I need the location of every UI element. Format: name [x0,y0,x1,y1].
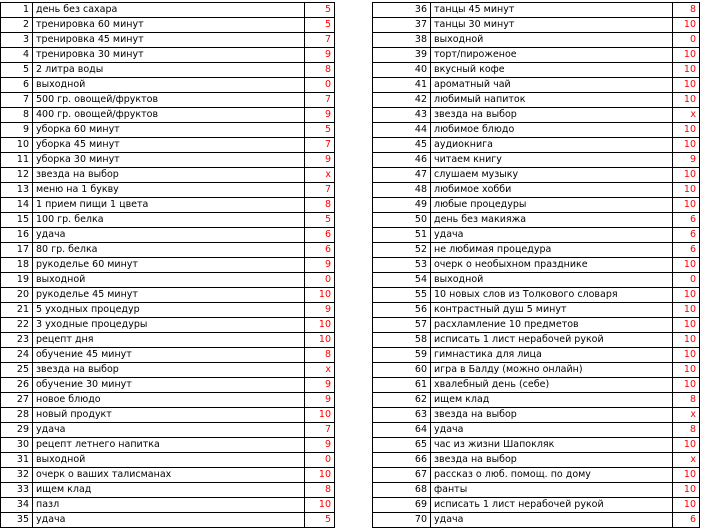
row-number-cell[interactable]: 38 [373,33,431,48]
task-label-cell[interactable]: фанты [431,483,673,498]
task-label-cell[interactable]: ароматный чай [431,78,673,93]
table-row [1,3,335,18]
task-value-cell[interactable]: 10 [673,333,700,348]
task-label-cell[interactable]: рассказ о люб. помощ. по дому [431,468,673,483]
table-row [373,228,700,243]
task-value-cell[interactable]: 5 [305,123,335,138]
task-value-cell[interactable]: 10 [673,93,700,108]
row-number-cell[interactable]: 1 [1,3,33,18]
table-row [373,273,700,288]
table-row [373,213,700,228]
task-label-cell[interactable]: 2 литра воды [33,63,305,78]
task-label-cell[interactable]: игра в Балду (можно онлайн) [431,363,673,378]
task-value-cell[interactable]: х [305,168,335,183]
row-number-cell[interactable]: 55 [373,288,431,303]
table-row [1,33,335,48]
row-number-cell[interactable]: 50 [373,213,431,228]
task-label-cell[interactable]: обучение 30 минут [33,378,305,393]
task-value-cell[interactable]: 9 [305,438,335,453]
task-value-cell[interactable]: 10 [673,138,700,153]
task-value-cell[interactable]: х [305,363,335,378]
row-number-cell[interactable]: 46 [373,153,431,168]
task-value-cell[interactable]: 6 [673,228,700,243]
task-label-cell[interactable]: выходной [33,273,305,288]
task-label-cell[interactable]: любые процедуры [431,198,673,213]
row-number-cell[interactable]: 23 [1,333,33,348]
row-number-cell[interactable]: 52 [373,243,431,258]
table-row [1,318,335,333]
task-value-cell[interactable]: 10 [305,333,335,348]
task-label-cell[interactable]: вкусный кофе [431,63,673,78]
row-number-cell[interactable]: 7 [1,93,33,108]
task-label-cell[interactable]: звезда на выбор [431,408,673,423]
table-row [1,93,335,108]
task-value-cell[interactable]: 10 [673,438,700,453]
task-value-cell[interactable]: 10 [305,498,335,513]
task-value-cell[interactable]: 9 [305,108,335,123]
table-row [1,273,335,288]
task-value-cell[interactable]: 10 [673,318,700,333]
task-value-cell[interactable]: 10 [673,483,700,498]
row-number-cell[interactable]: 67 [373,468,431,483]
task-value-cell[interactable]: 9 [305,153,335,168]
task-label-cell[interactable]: 80 гр. белка [33,243,305,258]
table-row [1,183,335,198]
row-number-cell[interactable]: 60 [373,363,431,378]
task-value-cell[interactable]: 10 [673,18,700,33]
task-value-cell[interactable]: 6 [673,213,700,228]
table-row [373,303,700,318]
task-label-cell[interactable]: очерк о необыхном празднике [431,258,673,273]
task-value-cell[interactable]: 8 [305,63,335,78]
task-label-cell[interactable]: удача [431,423,673,438]
task-label-cell[interactable]: выходной [431,273,673,288]
row-number-cell[interactable]: 4 [1,48,33,63]
row-number-cell[interactable]: 22 [1,318,33,333]
row-number-cell[interactable]: 63 [373,408,431,423]
task-value-cell[interactable]: 10 [673,303,700,318]
table-row [373,438,700,453]
task-value-cell[interactable]: 9 [673,153,700,168]
task-value-cell[interactable]: 6 [673,243,700,258]
table-row [373,408,700,423]
table-row [373,318,700,333]
row-number-cell[interactable]: 33 [1,483,33,498]
table-row [1,153,335,168]
task-label-cell[interactable]: ищем клад [33,483,305,498]
task-value-cell[interactable]: 8 [305,348,335,363]
table-row [1,168,335,183]
table-row [373,453,700,468]
task-label-cell[interactable]: 10 новых слов из Толкового словаря [431,288,673,303]
table-row [373,393,700,408]
task-label-cell[interactable]: торт/пироженое [431,48,673,63]
row-number-cell[interactable]: 44 [373,123,431,138]
table-row [373,333,700,348]
row-number-cell[interactable]: 30 [1,438,33,453]
task-label-cell[interactable]: выходной [33,78,305,93]
task-label-cell[interactable]: рукоделье 60 минут [33,258,305,273]
row-number-cell[interactable]: 36 [373,3,431,18]
row-number-cell[interactable]: 64 [373,423,431,438]
task-value-cell[interactable]: 10 [305,408,335,423]
task-value-cell[interactable]: 0 [673,273,700,288]
row-number-cell[interactable]: 42 [373,93,431,108]
table-row [373,153,700,168]
task-label-cell[interactable]: звезда на выбор [33,168,305,183]
task-label-cell[interactable]: очерк о ваших талисманах [33,468,305,483]
row-number-cell[interactable]: 8 [1,108,33,123]
task-value-cell[interactable]: 7 [305,33,335,48]
table-row [373,198,700,213]
task-value-cell[interactable]: 9 [305,258,335,273]
task-value-cell[interactable]: 7 [305,138,335,153]
row-number-cell[interactable]: 57 [373,318,431,333]
task-label-cell[interactable]: новое блюдо [33,393,305,408]
task-value-cell[interactable]: 7 [305,183,335,198]
row-number-cell[interactable]: 3 [1,33,33,48]
task-value-cell[interactable]: 8 [305,198,335,213]
table-row [1,258,335,273]
table-row [373,183,700,198]
task-label-cell[interactable]: 400 гр. овощей/фруктов [33,108,305,123]
row-number-cell[interactable]: 45 [373,138,431,153]
table-row [373,288,700,303]
task-value-cell[interactable]: 6 [305,228,335,243]
row-number-cell[interactable]: 26 [1,378,33,393]
table-row [1,78,335,93]
table-row [1,198,335,213]
task-label-cell[interactable]: слушаем музыку [431,168,673,183]
task-value-cell[interactable]: 9 [305,378,335,393]
task-value-cell[interactable]: 7 [305,93,335,108]
table-row [373,33,700,48]
table-row [373,468,700,483]
task-value-cell[interactable]: 8 [305,483,335,498]
task-label-cell[interactable]: удача [33,513,305,528]
task-value-cell[interactable]: х [673,408,700,423]
task-value-cell[interactable]: 10 [305,288,335,303]
task-label-cell[interactable]: удача [33,423,305,438]
task-label-cell[interactable]: звезда на выбор [33,363,305,378]
row-number-cell[interactable]: 47 [373,168,431,183]
table-row [373,93,700,108]
table-row [373,258,700,273]
task-label-cell[interactable]: хвалебный день (себе) [431,378,673,393]
table-row [1,303,335,318]
task-value-cell[interactable]: 10 [673,498,700,513]
row-number-cell[interactable]: 15 [1,213,33,228]
table-row [1,123,335,138]
task-value-cell[interactable]: 10 [673,363,700,378]
row-number-cell[interactable]: 18 [1,258,33,273]
task-label-cell[interactable]: любимое хобби [431,183,673,198]
row-number-cell[interactable]: 6 [1,78,33,93]
row-number-cell[interactable]: 49 [373,198,431,213]
task-table-left [0,2,335,528]
task-value-cell[interactable]: 5 [305,18,335,33]
task-value-cell[interactable]: 10 [305,318,335,333]
table-row [1,348,335,363]
table-row [1,63,335,78]
table-row [1,18,335,33]
task-label-cell[interactable]: контрастный душ 5 минут [431,303,673,318]
task-label-cell[interactable]: танцы 45 минут [431,3,673,18]
task-label-cell[interactable]: новый продукт [33,408,305,423]
table-row [373,168,700,183]
table-row [373,348,700,363]
row-number-cell[interactable]: 12 [1,168,33,183]
table-row [1,513,335,528]
task-label-cell[interactable]: расхламление 10 предметов [431,318,673,333]
row-number-cell[interactable]: 59 [373,348,431,363]
task-label-cell[interactable]: выходной [431,33,673,48]
row-number-cell[interactable]: 69 [373,498,431,513]
row-number-cell[interactable]: 51 [373,228,431,243]
task-label-cell[interactable]: рецепт дня [33,333,305,348]
task-value-cell[interactable]: 5 [305,513,335,528]
row-number-cell[interactable]: 28 [1,408,33,423]
task-value-cell[interactable]: 10 [673,378,700,393]
task-value-cell[interactable]: 8 [673,3,700,18]
task-value-cell[interactable]: 10 [673,123,700,138]
table-row [1,408,335,423]
table-row [373,243,700,258]
table-row [373,3,700,18]
row-number-cell[interactable]: 10 [1,138,33,153]
task-value-cell[interactable]: х [673,108,700,123]
task-value-cell[interactable]: 10 [673,78,700,93]
row-number-cell[interactable]: 13 [1,183,33,198]
task-label-cell[interactable]: пазл [33,498,305,513]
task-label-cell[interactable]: день без сахара [33,3,305,18]
row-number-cell[interactable]: 2 [1,18,33,33]
row-number-cell[interactable]: 61 [373,378,431,393]
task-label-cell[interactable]: уборка 60 минут [33,123,305,138]
task-value-cell[interactable]: 8 [673,393,700,408]
table-row [1,453,335,468]
table-row [1,243,335,258]
task-label-cell[interactable]: рукоделье 45 минут [33,288,305,303]
row-number-cell[interactable]: 16 [1,228,33,243]
row-number-cell[interactable]: 32 [1,468,33,483]
row-number-cell[interactable]: 43 [373,108,431,123]
table-row [373,78,700,93]
task-label-cell[interactable]: звезда на выбор [431,453,673,468]
row-number-cell[interactable]: 34 [1,498,33,513]
table-row [373,63,700,78]
task-label-cell[interactable]: читаем книгу [431,153,673,168]
task-label-cell[interactable]: любимое блюдо [431,123,673,138]
row-number-cell[interactable]: 17 [1,243,33,258]
task-value-cell[interactable]: 6 [305,243,335,258]
task-value-cell[interactable]: 10 [673,468,700,483]
row-number-cell[interactable]: 20 [1,288,33,303]
table-row [1,108,335,123]
table-row [1,468,335,483]
task-value-cell[interactable]: 10 [673,168,700,183]
task-value-cell[interactable]: 5 [305,213,335,228]
table-row [1,438,335,453]
task-label-cell[interactable]: уборка 45 минут [33,138,305,153]
row-number-cell[interactable]: 54 [373,273,431,288]
task-value-cell[interactable]: 10 [305,468,335,483]
task-label-cell[interactable]: 1 прием пищи 1 цвета [33,198,305,213]
task-label-cell[interactable]: тренировка 30 минут [33,48,305,63]
row-number-cell[interactable]: 29 [1,423,33,438]
table-row [1,288,335,303]
row-number-cell[interactable]: 65 [373,438,431,453]
table-row [373,513,700,528]
task-label-cell[interactable]: обучение 45 минут [33,348,305,363]
task-label-cell[interactable]: 5 уходных процедур [33,303,305,318]
task-label-cell[interactable]: тренировка 45 минут [33,33,305,48]
task-label-cell[interactable]: 500 гр. овощей/фруктов [33,93,305,108]
task-label-cell[interactable]: исписать 1 лист нерабочей рукой [431,333,673,348]
row-number-cell[interactable]: 68 [373,483,431,498]
row-number-cell[interactable]: 58 [373,333,431,348]
task-value-cell[interactable]: 0 [305,78,335,93]
task-value-cell[interactable]: 5 [305,3,335,18]
task-value-cell[interactable]: 9 [305,303,335,318]
task-table-right [372,2,700,528]
task-label-cell[interactable]: уборка 30 минут [33,153,305,168]
task-value-cell[interactable]: 10 [673,198,700,213]
table-row [373,48,700,63]
table-row [373,483,700,498]
task-label-cell[interactable]: 3 уходные процедуры [33,318,305,333]
table-row [373,498,700,513]
task-value-cell[interactable]: 10 [673,288,700,303]
spreadsheet-sheet [0,2,706,529]
task-label-cell[interactable]: любимый напиток [431,93,673,108]
task-value-cell[interactable]: 0 [305,453,335,468]
table-row [373,18,700,33]
row-number-cell[interactable]: 27 [1,393,33,408]
table-row [1,333,335,348]
task-label-cell[interactable]: выходной [33,453,305,468]
row-number-cell[interactable]: 25 [1,363,33,378]
task-value-cell[interactable]: 10 [673,183,700,198]
table-row [1,498,335,513]
row-number-cell[interactable]: 62 [373,393,431,408]
table-row [1,228,335,243]
row-number-cell[interactable]: 9 [1,123,33,138]
table-row [373,108,700,123]
row-number-cell[interactable]: 70 [373,513,431,528]
task-value-cell[interactable]: 10 [673,63,700,78]
task-label-cell[interactable]: ищем клад [431,393,673,408]
table-row [1,423,335,438]
task-label-cell[interactable]: удача [431,513,673,528]
task-label-cell[interactable]: день без макияжа [431,213,673,228]
task-value-cell[interactable]: 9 [305,393,335,408]
task-label-cell[interactable]: исписать 1 лист нерабочей рукой [431,498,673,513]
task-label-cell[interactable]: час из жизни Шапокляк [431,438,673,453]
task-label-cell[interactable]: звезда на выбор [431,108,673,123]
task-label-cell[interactable]: меню на 1 букву [33,183,305,198]
table-row [1,483,335,498]
task-value-cell[interactable]: 0 [673,33,700,48]
task-label-cell[interactable]: рецепт летнего напитка [33,438,305,453]
row-number-cell[interactable]: 39 [373,48,431,63]
table-row [1,138,335,153]
row-number-cell[interactable]: 11 [1,153,33,168]
task-label-cell[interactable]: танцы 30 минут [431,18,673,33]
table-row [373,423,700,438]
task-label-cell[interactable]: гимнастика для лица [431,348,673,363]
task-value-cell[interactable]: 7 [305,423,335,438]
table-row [373,138,700,153]
task-value-cell[interactable]: 9 [305,48,335,63]
task-table-left-body [1,3,335,528]
row-number-cell[interactable]: 24 [1,348,33,363]
row-number-cell[interactable]: 53 [373,258,431,273]
table-row [373,378,700,393]
row-number-cell[interactable]: 48 [373,183,431,198]
task-value-cell[interactable]: 6 [673,513,700,528]
row-number-cell[interactable]: 37 [373,18,431,33]
table-row [1,363,335,378]
task-label-cell[interactable]: тренировка 60 минут [33,18,305,33]
task-label-cell[interactable]: не любимая процедура [431,243,673,258]
row-number-cell[interactable]: 66 [373,453,431,468]
task-value-cell[interactable]: 10 [673,48,700,63]
row-number-cell[interactable]: 19 [1,273,33,288]
row-number-cell[interactable]: 56 [373,303,431,318]
table-row [1,48,335,63]
task-value-cell[interactable]: 10 [673,258,700,273]
row-number-cell[interactable]: 14 [1,198,33,213]
task-label-cell[interactable]: 100 гр. белка [33,213,305,228]
task-value-cell[interactable]: 0 [305,273,335,288]
row-number-cell[interactable]: 31 [1,453,33,468]
table-row [1,213,335,228]
task-label-cell[interactable]: аудиокнига [431,138,673,153]
row-number-cell[interactable]: 35 [1,513,33,528]
table-row [373,123,700,138]
row-number-cell[interactable]: 21 [1,303,33,318]
task-value-cell[interactable]: 8 [673,423,700,438]
task-value-cell[interactable]: х [673,453,700,468]
task-value-cell[interactable]: 10 [673,348,700,363]
table-row [1,378,335,393]
table-row [373,363,700,378]
row-number-cell[interactable]: 40 [373,63,431,78]
task-label-cell[interactable]: удача [431,228,673,243]
row-number-cell[interactable]: 41 [373,78,431,93]
task-label-cell[interactable]: удача [33,228,305,243]
task-table-right-body [373,3,700,528]
table-row [1,393,335,408]
row-number-cell[interactable]: 5 [1,63,33,78]
